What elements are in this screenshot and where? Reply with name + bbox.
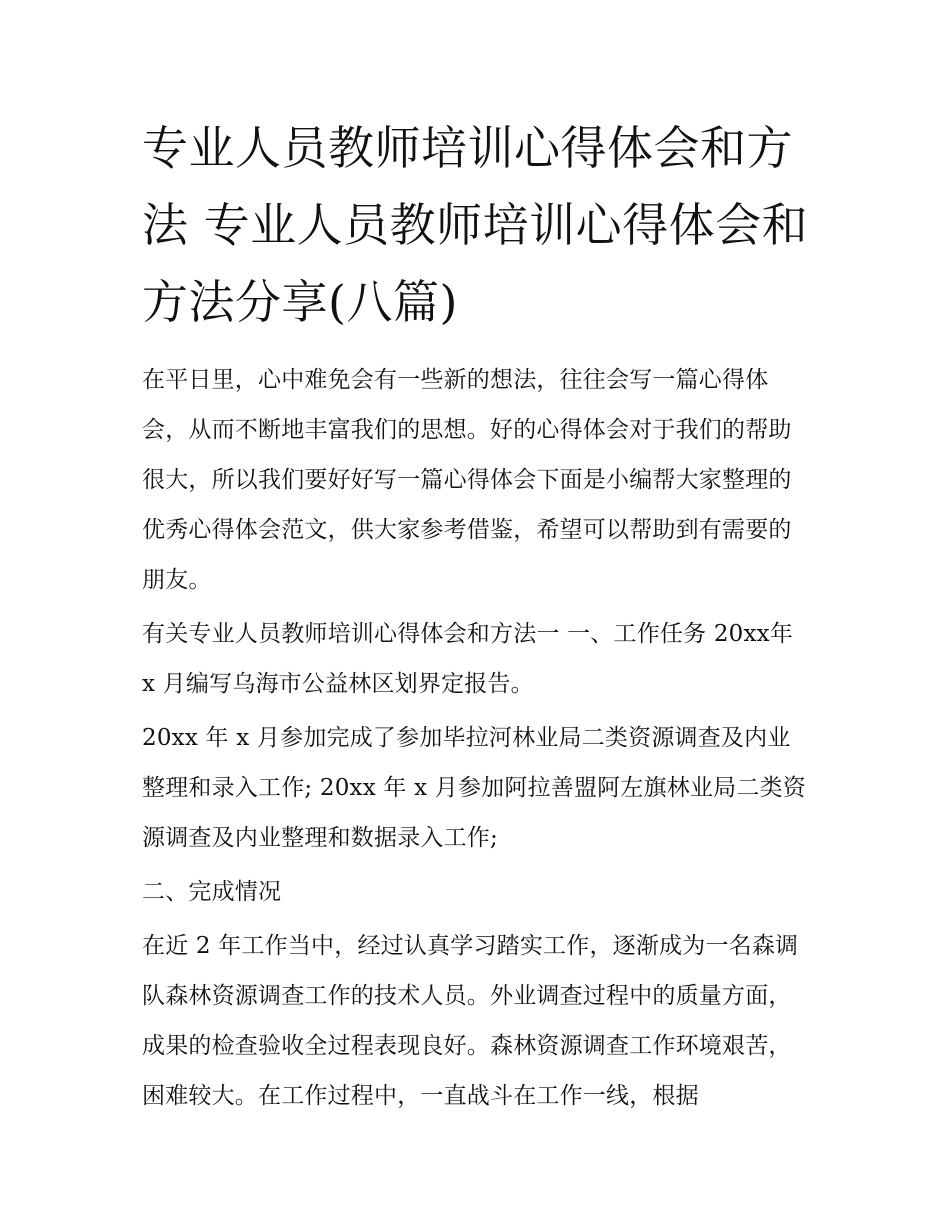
paragraph-work-tasks: 有关专业人员教师培训心得体会和方法一 一、工作任务 20xx年 x 月编写乌海市公益林区划界定报告。 — [142, 621, 794, 697]
paragraph-survey-work: 20xx 年 x 月参加完成了参加毕拉河林业局二类资源调查及内业整理和录入工作; 20xx 年 x 月参加阿拉善盟阿左旗林业局二类资源调查及内业整理和数据录入工作; — [142, 725, 806, 851]
section-heading-completion: 二、完成情况 — [142, 879, 282, 905]
paragraph-intro: 在平日里，心中难免会有一些新的想法，往往会写一篇心得体会，从而不断地丰富我们的思想。好的心得体会对于我们的帮助很大，所以我们要好好写一篇心得体会下面是小编帮大家整理的优秀心得体会范文，供大家参考借鉴，希望可以帮助到有需要的朋友。 — [142, 367, 792, 593]
document-title: 专业人员教师培训心得体会和方法 专业人员教师培训心得体会和方法分享(八篇) — [142, 121, 809, 329]
paragraph-completion: 在近 2 年工作当中，经过认真学习踏实工作，逐渐成为一名森调队森林资源调查工作的技术人员。外业调查过程中的质量方面，成果的检查验收全过程表现良好。森林资源调查工作环境艰苦，困难较大。在工作过程中，一直战斗在工作一线，根据 — [142, 933, 799, 1109]
